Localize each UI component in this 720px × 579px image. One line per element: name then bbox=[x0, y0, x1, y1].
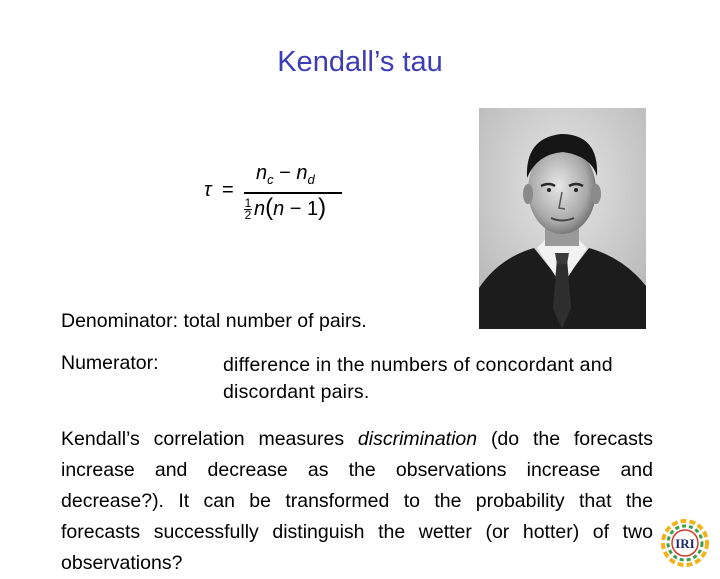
formula-numerator: $n_c - n_d$ bbox=[256, 162, 315, 187]
emphasis-discrimination: discrimination bbox=[357, 428, 478, 450]
iri-logo-icon bbox=[660, 518, 710, 568]
portrait-photo-icon bbox=[479, 108, 646, 329]
denominator-colon: : bbox=[172, 310, 179, 332]
formula-tau-symbol: τ bbox=[204, 179, 212, 201]
description-paragraph: Kendall’s correlation measures discrimination (do the forecasts increase and decrease as the observations increase and decrease?). It can be transformed to the probability that the forecasts successfully distinguish the wetter (or hotter) of two observations? bbox=[61, 428, 653, 574]
denominator-text: total number of pairs. bbox=[178, 310, 367, 332]
formula-denominator: $\frac{1}{2} n(n - 1)$ bbox=[244, 194, 327, 223]
iri-logo-text: IRI bbox=[675, 536, 695, 551]
formula-equals: = bbox=[222, 179, 234, 201]
formula-half: $\frac{1}{2}$ bbox=[244, 196, 252, 223]
denominator-line bbox=[61, 310, 367, 333]
numerator-text: difference in the numbers of concordant and discordant pairs. bbox=[223, 354, 613, 403]
slide-title: Kendall’s tau bbox=[277, 46, 443, 78]
denominator-label: Denominator bbox=[61, 310, 173, 332]
numerator-label: Numerator: bbox=[61, 352, 159, 374]
